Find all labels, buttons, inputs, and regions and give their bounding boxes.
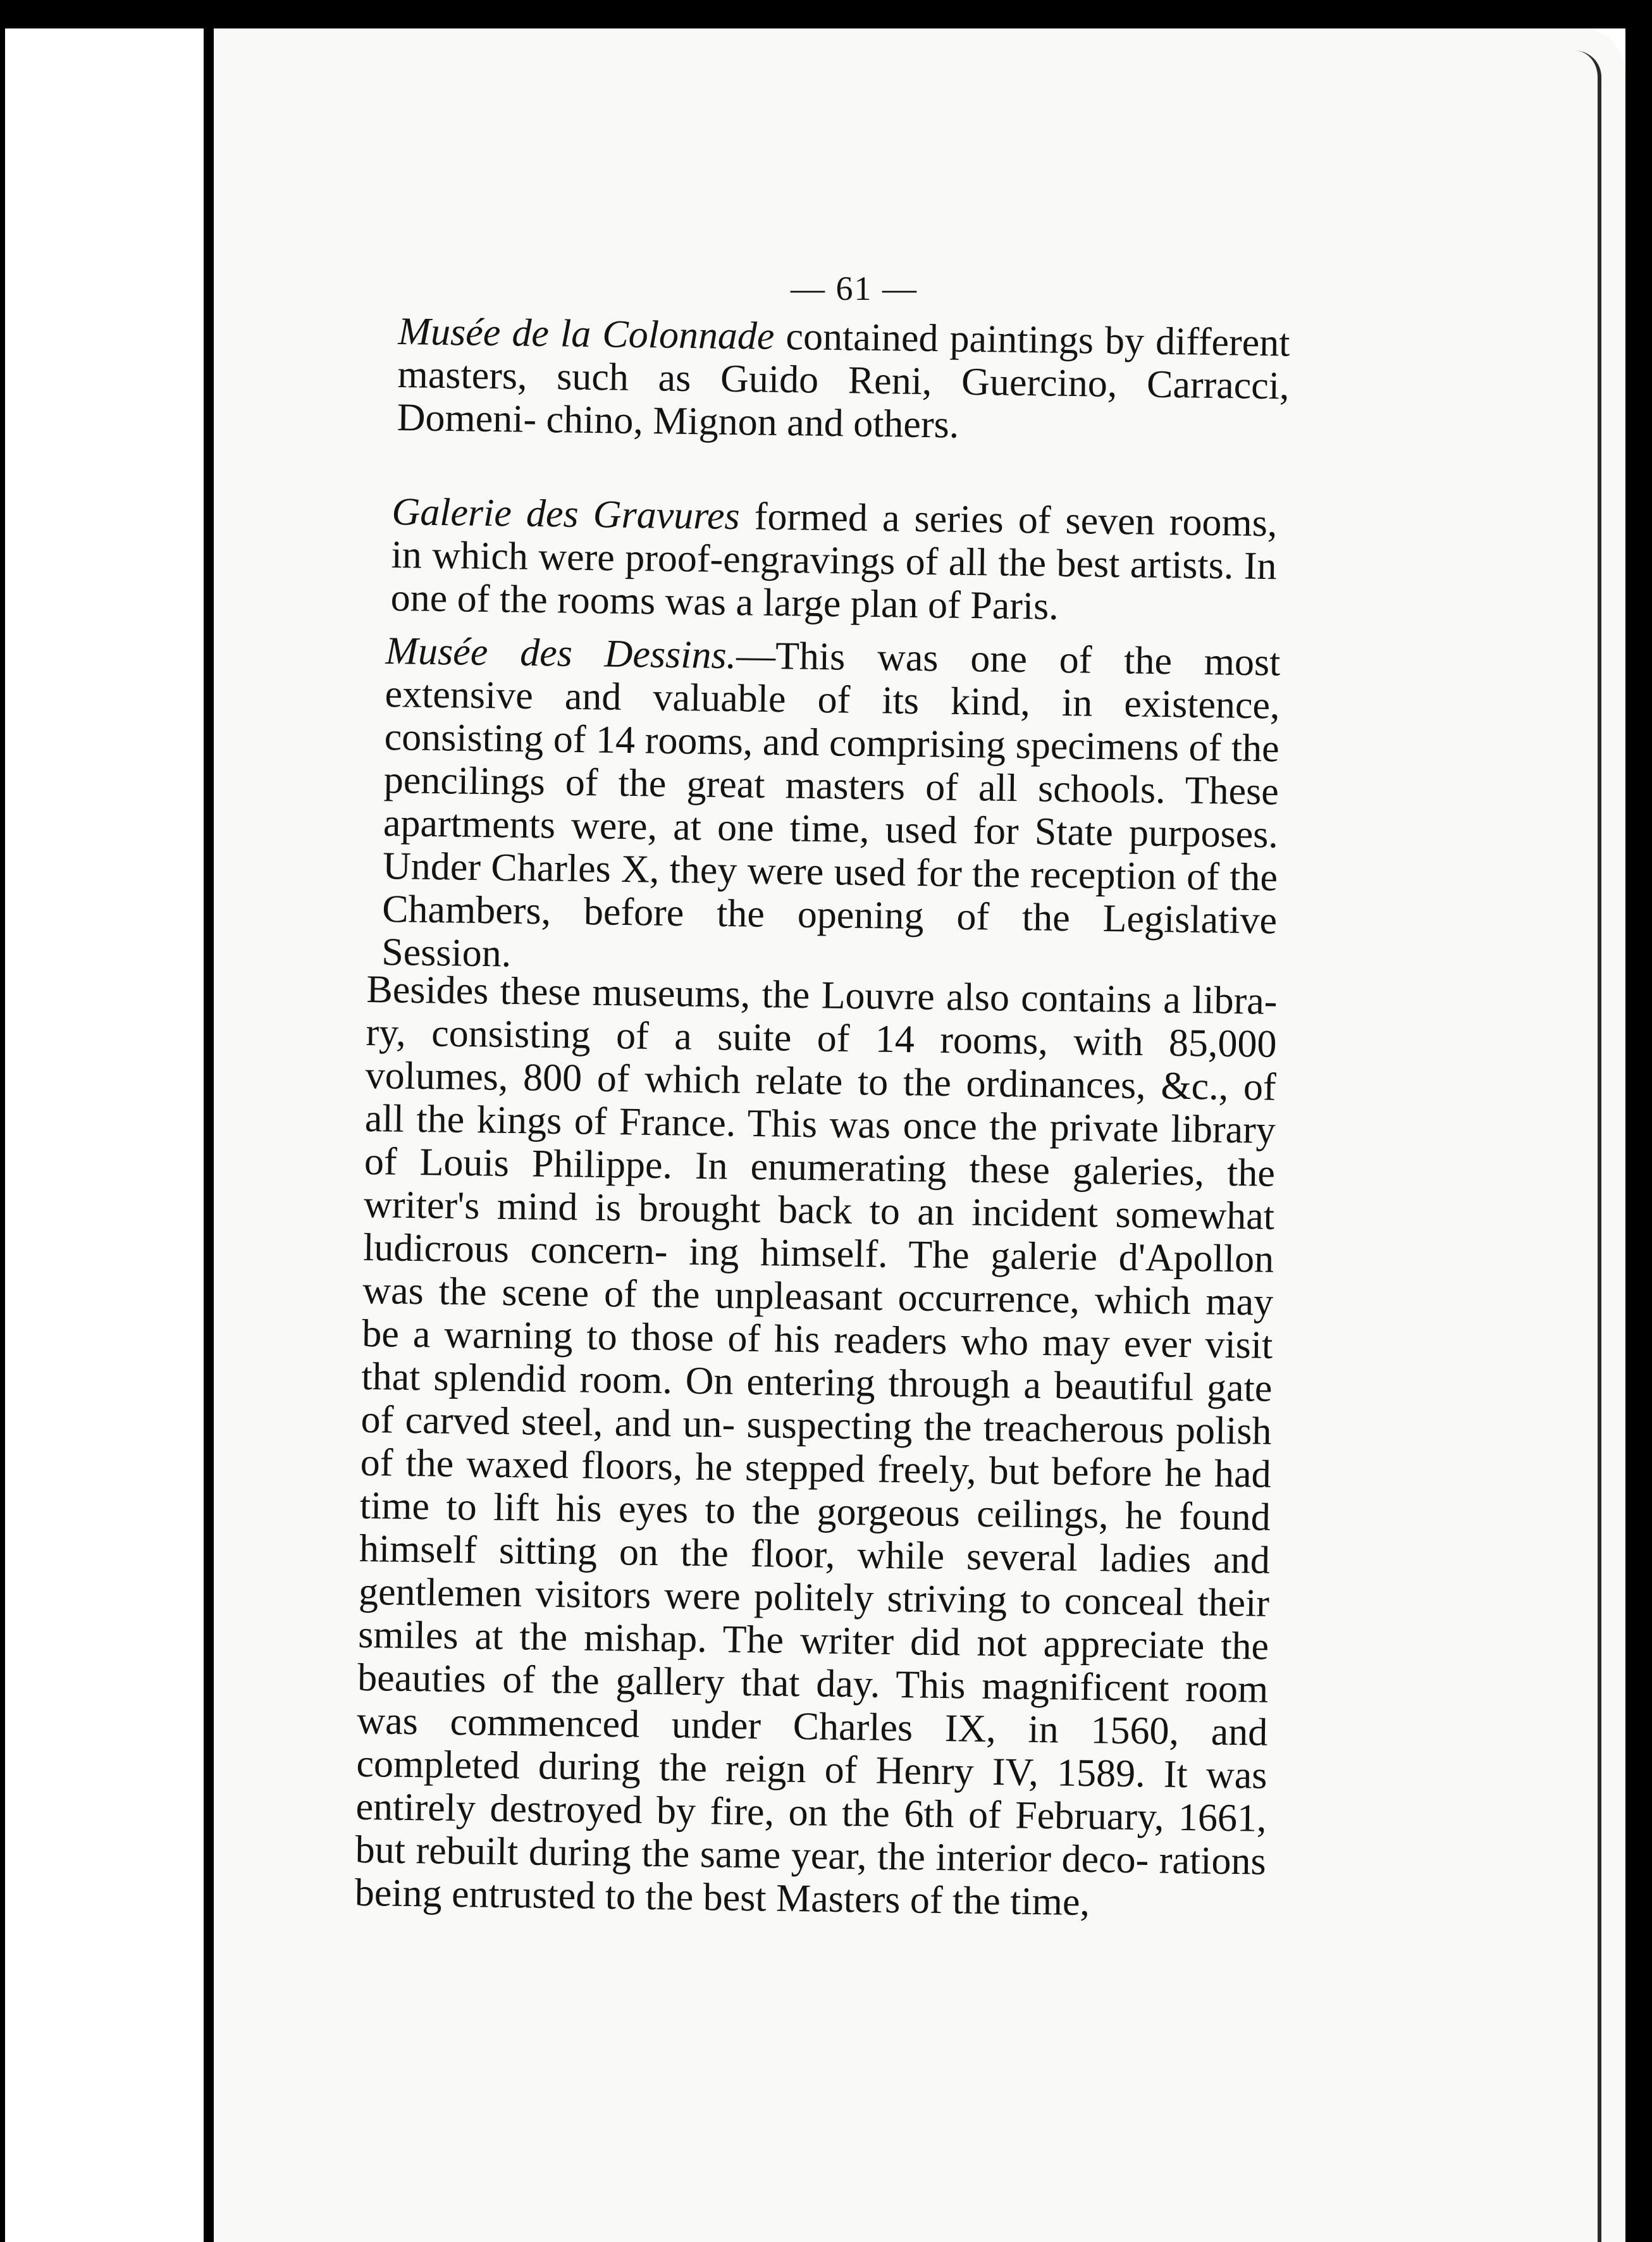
paragraph-body: contained paintings by different masters, such as Guido Reni, Guercino, Carracci, Domeni- chino, Mignon and others. [397, 314, 1290, 447]
paragraph-italic-lead: Galerie des Gravures [391, 490, 741, 538]
paragraph-library [354, 968, 1277, 1926]
paragraph-body: Besides these museums, the Louvre also contains a libra- ry, consisting of a suite of 14 rooms, with 85,000 volumes, 800 of which relate to the ordinances, &c., of all the kings of France. This was once the private library of Louis Philippe. In enumerating these galeries, the writer's mind is brought back to an incident somewhat ludicrous concern- ing himself. The galerie d'Apollon was the scene of the unpleasant occurrence, which may be a warning to those of his readers who may ever visit that splendid room. On entering through a beautiful gate of carved steel, and un- suspecting the treacherous polish of the waxed floors, he stepped freely, but before he had time to lift his eyes to the gorgeous ceilings, he found himself sitting on the floor, while several ladies and gentlemen visitors were politely striving to conceal their smiles at the mishap. The writer did not appreciate the beauties of the gallery that day. This magnificent room was commenced under Charles IX, in 1560, and completed during the reign of Henry IV, 1589. It was entirely destroyed by fire, on the 6th of February, 1661, but rebuilt during the same year, the interior deco- rations being entrusted to the best Masters of the time, [354, 968, 1278, 1924]
top-scan-border [0, 0, 1652, 28]
page-number: — 61 — [791, 269, 918, 307]
paragraph-body: formed a series of seven rooms, in which were proof-engravings of all the best artists. In one of the rooms was a large plan of Paris. [390, 495, 1278, 628]
left-facing-page [0, 0, 209, 2242]
paragraph-colonnade [397, 310, 1290, 450]
page-edge-curl [1575, 51, 1601, 2242]
paragraph-italic-lead: Musée des Dessins. [385, 629, 737, 678]
paragraph-gravures [390, 490, 1278, 631]
paragraph-italic-lead: Musée de la Colonnade [398, 310, 775, 358]
book-spine-gutter [204, 0, 214, 2242]
paragraph-dessins [381, 629, 1281, 985]
left-edge-shadow [0, 0, 5, 2242]
paragraph-body: —This was one of the most extensive and valuable of its kind, in existence, consisting of 14 rooms, and comprising specimens of the pencilings of the great masters of all schools. These apartments were, at one time, used for State purposes. Under Charles X, they were used for the reception of the Chambers, before the opening of the Legislative Session. [381, 634, 1281, 975]
right-scan-border [1625, 0, 1652, 2242]
